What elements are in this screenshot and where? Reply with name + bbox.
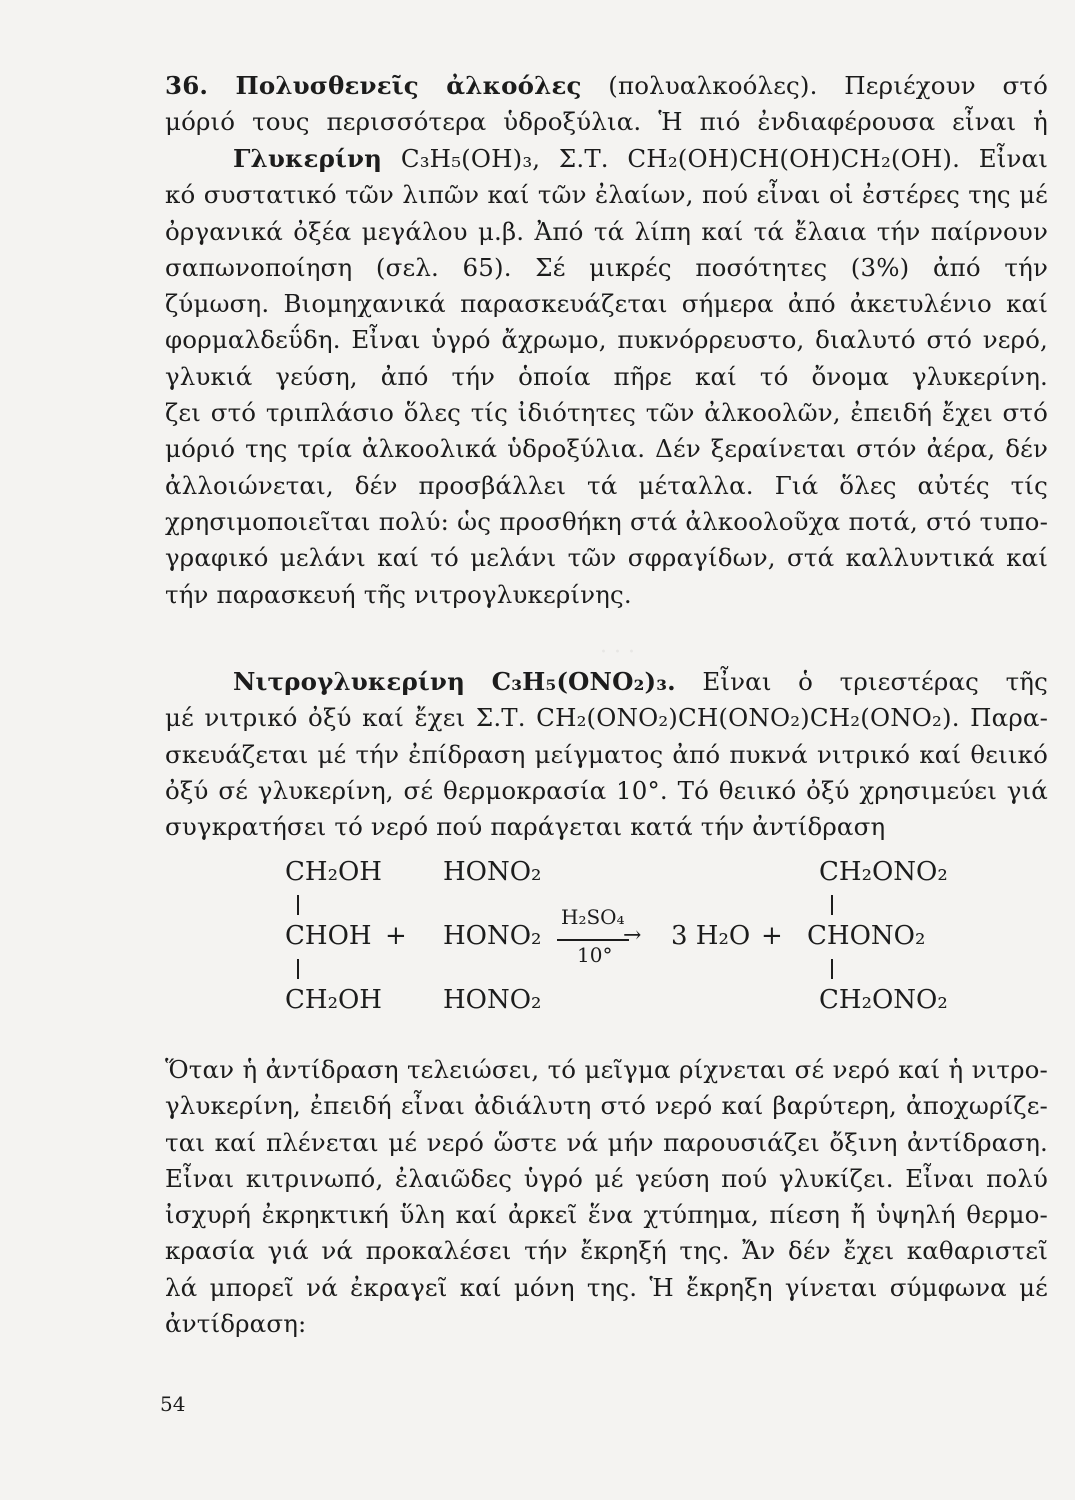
glycerin-name: Γλυκερίνη — [233, 144, 383, 173]
text-line: ται καί πλένεται μέ νερό ὥστε νά μήν παρουσιάζει ὄξινη ἀντίδραση. — [165, 1127, 1048, 1157]
reaction-arrow-shaft — [557, 939, 629, 941]
nitroglycerin-heading-line — [165, 664, 1048, 700]
text-line: μέ νιτρικό ὀξύ καί ἔχει Σ.Τ. CH₂(ONO₂)CH(ONO₂)CH₂(ONO₂). Παρα- — [165, 703, 1048, 733]
nitric-acid-middle: HONO₂ — [443, 921, 542, 951]
text-line: σκευάζεται μέ τήν ἐπίδραση μείγματος ἀπό πυκνά νιτρικό καί θειικό — [165, 739, 1048, 769]
bond-line — [831, 895, 833, 915]
temperature-label: 10° — [577, 943, 613, 967]
plus-sign: + — [385, 921, 407, 951]
text-line: γλυκερίνη, ἐπειδή εἶναι ἀδιάλυτη στό νερό καί βαρύτερη, ἀποχωρίζε- — [165, 1091, 1048, 1121]
text-line: ὀργανικά ὀξέα μεγάλου μ.β. Ἀπό τά λίπη καί τά ἔλαια τήν παίρνουν — [165, 216, 1048, 246]
nitroglycerin-name: Νιτρογλυκερίνη — [233, 667, 466, 696]
text-line: τήν παρασκευή τῆς νιτρογλυκερίνης. — [165, 579, 632, 609]
text-line: γλυκιά γεύση, ἀπό τήν ὁποία πῆρε καί τό ὄνομα γλυκερίνη. — [165, 361, 1048, 391]
text-line: ζύμωση. Βιομηχανικά παρασκευάζεται σήμερα ἀπό ἀκετυλένιο καί — [165, 289, 1048, 319]
glycerin-top-group: CH₂OH — [285, 857, 382, 887]
section-heading-paren: (πολυαλκοόλες). Περιέχουν στό — [581, 71, 1048, 100]
glycerin-first-tail: Εἶναι — [978, 144, 1048, 173]
bleed-through: · · · — [600, 640, 635, 665]
glycerin-paragraph — [165, 141, 1048, 613]
text-line: κό συστατικό τῶν λιπῶν καί τῶν ἐλαίων, πού εἶναι οἱ ἐστέρες της μέ — [165, 180, 1048, 210]
nitroglycerin-first-tail: Εἶναι ὁ τριεστέρας τῆς — [702, 667, 1048, 696]
nitroglycerin-formula: C₃H₅(ONO₂)₃. — [491, 667, 676, 696]
bond-line — [297, 895, 299, 915]
text-line: λά μπορεῖ νά ἐκραγεῖ καί μόνη της. Ἡ ἔκρηξη γίνεται σύμφωνα μέ — [165, 1272, 1048, 1302]
page-number: 54 — [160, 1392, 186, 1416]
glycerin-heading-line — [165, 141, 1048, 177]
text-line: φορμαλδεΰδη. Εἶναι ὑγρό ἄχρωμο, πυκνόρρευστο, διαλυτό στό νερό, — [165, 325, 1048, 355]
nitroglycerin-top-group: CH₂ONO₂ — [819, 857, 948, 887]
text-line: γραφικό μελάνι καί τό μελάνι τῶν σφραγίδων, στά καλλυντικά καί — [165, 543, 1048, 573]
text-line: χρησιμοποιεῖται πολύ: ὡς προσθήκη στά ἀλκοολοῦχα ποτά, στό τυπο- — [165, 506, 1048, 536]
text-line: μόριό της τρία ἀλκοολικά ὑδροξύλια. Δέν ξεραίνεται στόν ἀέρα, δέν — [165, 434, 1048, 464]
nitric-acid-bottom: HONO₂ — [443, 985, 542, 1015]
glycerin-bottom-group: CH₂OH — [285, 985, 382, 1015]
text-line: Ὅταν ἡ ἀντίδραση τελειώσει, τό μεῖγμα ρίχνεται σέ νερό καί ἡ νιτρο- — [165, 1055, 1048, 1084]
text-line: μόριό τους περισσότερα ὑδροξύλια. Ἡ πιό ἐνδιαφέρουσα εἶναι ἡ — [165, 107, 1048, 137]
bond-line — [297, 959, 299, 979]
text-line: σαπωνοποίηση (σελ. 65). Σέ μικρές ποσότητες (3%) ἀπό τήν — [165, 252, 1048, 282]
nitroglycerin-bottom-group: CH₂ONO₂ — [819, 985, 948, 1015]
nitric-acid-top: HONO₂ — [443, 857, 542, 887]
reaction-arrow-head: → — [623, 923, 642, 948]
water-product: 3 H₂O — [671, 921, 751, 951]
after-reaction-paragraph — [165, 1052, 1048, 1342]
plus-sign: + — [761, 921, 783, 951]
glycerin-formula: C₃H₅(OH)₃, Σ.Τ. CH₂(OH)CH(OH)CH₂(OH). — [400, 144, 961, 173]
catalyst-label: H₂SO₄ — [561, 905, 625, 929]
nitroglycerin-middle-group: CHONO₂ — [807, 921, 926, 951]
nitroglycerin-paragraph — [165, 664, 1048, 845]
section-36-paragraph — [165, 68, 1048, 141]
bond-line — [831, 959, 833, 979]
glycerin-middle-group: CHOH — [285, 921, 372, 951]
text-line: ἀλλοιώνεται, δέν προσβάλλει τά μέταλλα. Γιά ὅλες αὐτές τίς — [165, 470, 1048, 500]
section-heading-line — [165, 68, 1048, 104]
text-line: ἰσχυρή ἐκρηκτική ὕλη καί ἀρκεῖ ἕνα χτύπημα, πίεση ἤ ὑψηλή θερμο- — [165, 1200, 1048, 1230]
text-line: ὀξύ σέ γλυκερίνη, σέ θερμοκρασία 10°. Τό θειικό ὀξύ χρησιμεύει γιά — [165, 775, 1048, 805]
text-line: ζει στό τριπλάσιο ὅλες τίς ἰδιότητες τῶν ἀλκοολῶν, ἐπειδή ἔχει στό — [165, 398, 1048, 428]
section-heading: 36. Πολυσθενεῖς ἀλκοόλες — [165, 71, 582, 100]
text-line: Εἶναι κιτρινωπό, ἐλαιῶδες ὑγρό μέ γεύση πού γλυκίζει. Εἶναι πολύ — [165, 1163, 1048, 1193]
nitration-equation — [285, 857, 948, 1027]
text-line: κρασία γιά νά προκαλέσει τήν ἔκρηξή της. Ἄν δέν ἔχει καθαριστεῖ — [165, 1236, 1048, 1266]
text-line: συγκρατήσει τό νερό πού παράγεται κατά τήν ἀντίδραση — [165, 812, 886, 842]
text-line: ἀντίδραση: — [165, 1309, 307, 1339]
